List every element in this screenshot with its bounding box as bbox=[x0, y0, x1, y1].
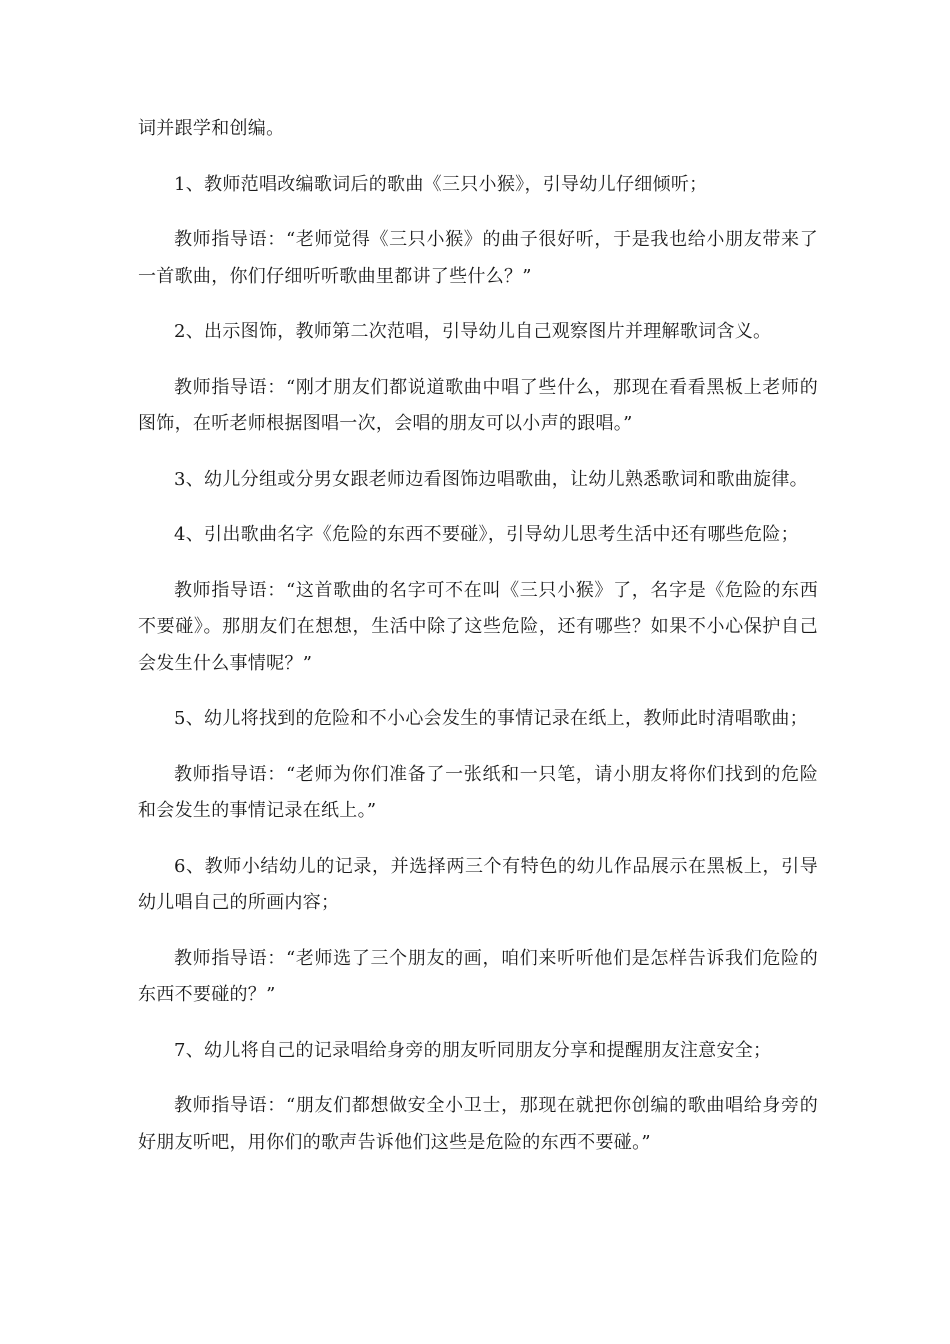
paragraph-guidance-6: 教师指导语：“老师选了三个朋友的画，咱们来听听他们是怎样告诉我们危险的东西不要碰的？” bbox=[138, 947, 818, 1005]
paragraph-guidance-4: 教师指导语：“这首歌曲的名字可不在叫《三只小猴》了，名字是《危险的东西不要碰》。那朋友们在想想，生活中除了这些危险，还有哪些？如果不小心保护自己会发生什么事情呢？” bbox=[138, 579, 818, 674]
document-body bbox=[138, 111, 818, 1180]
paragraph-guidance-7: 教师指导语：“朋友们都想做安全小卫士，那现在就把你创编的歌曲唱给身旁的好朋友听吧，用你们的歌声告诉他们这些是危险的东西不要碰。” bbox=[138, 1095, 818, 1153]
paragraph-step-5: 5、幼儿将找到的危险和不小心会发生的事情记录在纸上，教师此时清唱歌曲； bbox=[174, 708, 808, 729]
paragraph-step-7: 7、幼儿将自己的记录唱给身旁的朋友听同朋友分享和提醒朋友注意安全； bbox=[174, 1039, 772, 1061]
paragraph-step-1: 1、教师范唱改编歌词后的歌曲《三只小猴》，引导幼儿仔细倾听； bbox=[174, 173, 708, 195]
paragraph-continuation: 词并跟学和创编。 bbox=[138, 118, 285, 139]
paragraph-step-6: 6、教师小结幼儿的记录，并选择两三个有特色的幼儿作品展示在黑板上，引导幼儿唱自己的所画内容； bbox=[138, 855, 818, 913]
paragraph-step-3: 3、幼儿分组或分男女跟老师边看图饰边唱歌曲，让幼儿熟悉歌词和歌曲旋律。 bbox=[174, 468, 808, 490]
paragraph-step-4: 4、引出歌曲名字《危险的东西不要碰》，引导幼儿思考生活中还有哪些危险； bbox=[174, 524, 799, 545]
paragraph-guidance-1: 教师指导语：“老师觉得《三只小猴》的曲子很好听，于是我也给小朋友带来了一首歌曲，你们仔细听听歌曲里都讲了些什么？” bbox=[138, 229, 818, 287]
paragraph-guidance-2: 教师指导语：“刚才朋友们都说道歌曲中唱了些什么，那现在看看黑板上老师的图饰，在听老师根据图唱一次，会唱的朋友可以小声的跟唱。” bbox=[138, 376, 818, 434]
paragraph-step-2: 2、出示图饰，教师第二次范唱，引导幼儿自己观察图片并理解歌词含义。 bbox=[174, 321, 772, 342]
paragraph-guidance-5: 教师指导语：“老师为你们准备了一张纸和一只笔，请小朋友将你们找到的危险和会发生的事情记录在纸上。” bbox=[138, 763, 818, 821]
